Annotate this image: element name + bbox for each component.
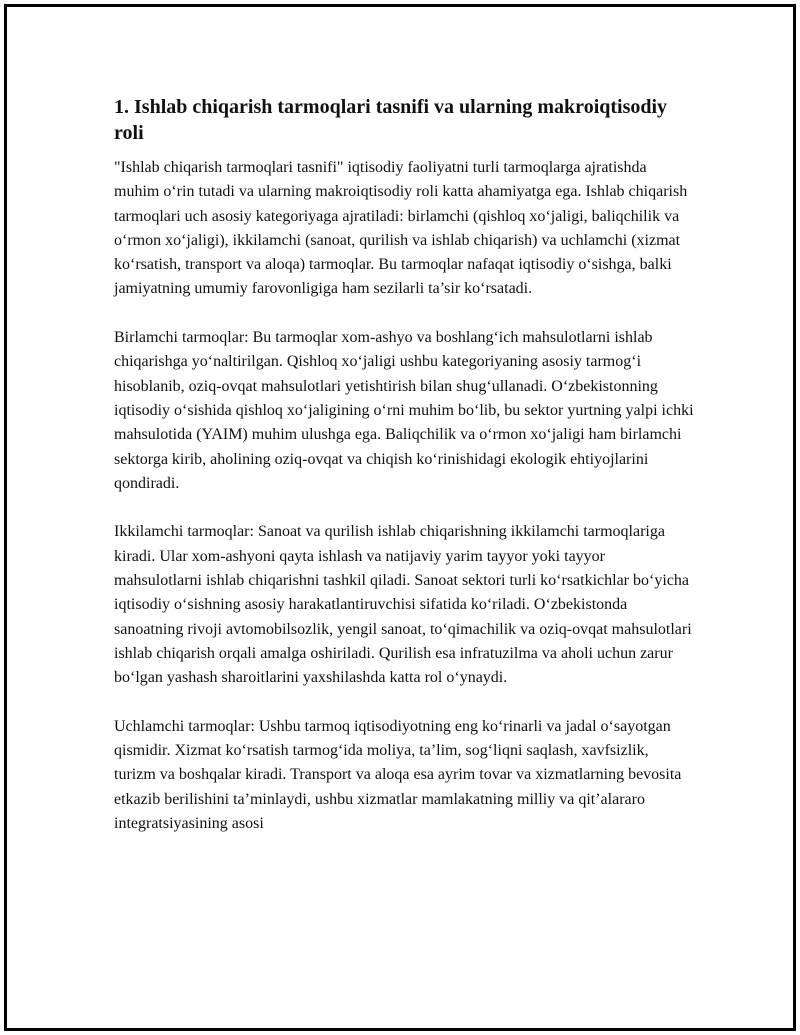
paragraph-intro: "Ishlab chiqarish tarmoqlari tasnifi" iqtisodiy faoliyatni turli tarmoqlarga ajratishda muhim o‘rin tutadi va ularning makroiqtisodiy roli katta ahamiyatga ega. Ishlab chiqarish tarmoqlari uch asosiy kategoriyaga ajratiladi: birlamchi (qishloq xo‘jaligi, baliqchilik va o‘rmon xo‘jaligi), ikkilamchi (sanoat, qurilish va ishlab chiqarish) va uchlamchi (xizmat ko‘rsatish, transport va aloqa) tarmoqlar. Bu tarmoqlar nafaqat iqtisodiy o‘sishga, balki jamiyatning umumiy farovonligiga ham sezilarli ta’sir ko‘rsatadi.	[114, 159, 688, 298]
document-body	[114, 94, 694, 861]
paragraph-tertiary-sectors: Uchlamchi tarmoqlar: Ushbu tarmoq iqtisodiyotning eng ko‘rinarli va jadal o‘sayotgan qismidir. Xizmat ko‘rsatish tarmog‘ida moliya, ta’lim, sog‘liqni saqlash, xavfsizlik, turizm va boshqalar kiradi. Transport va aloqa esa ayrim tovar va xizmatlarning bevosita etkazib berilishini ta’minlaydi, ushbu xizmatlar mamlakatning milliy va qit’alararo integratsiyasining asosi	[114, 717, 682, 833]
paragraph-secondary-sectors: Ikkilamchi tarmoqlar: Sanoat va qurilish ishlab chiqarishning ikkilamchi tarmoqlariga kiradi. Ular xom-ashyoni qayta ishlash va natijaviy yarim tayyor yoki tayyor mahsulotlarni ishlab chiqarishni tashkil qiladi. Sanoat sektori turli ko‘rsatkichlar bo‘yicha iqtisodiy o‘sishning asosiy harakatlantiruvchisi sifatida ko‘riladi. O‘zbekistonda sanoatning rivoji avtomobilsozlik, yengil sanoat, to‘qimachilik va oziq-ovqat mahsulotlari ishlab chiqarish orqali amalga oshiriladi. Qurilish esa infratuzilma va aholi uchun zarur bo‘lgan yashash sharoitlarini yaxshilashda katta rol o‘ynaydi.	[114, 523, 692, 687]
section-title: 1. Ishlab chiqarish tarmoqlari tasnifi va ularning makroiqtisodiy roli	[114, 96, 668, 144]
paragraph-primary-sectors: Birlamchi tarmoqlar: Bu tarmoqlar xom-ashyo va boshlang‘ich mahsulotlarni ishlab chiqarishga yo‘naltirilgan. Qishloq xo‘jaligi ushbu kategoriyaning asosiy tarmog‘i hisoblanib, oziq-ovqat mahsulotlari yetishtirish bilan shug‘ullanadi. O‘zbekistonning iqtisodiy o‘sishida qishloq xo‘jaligining o‘rni muhim bo‘lib, bu sektor yurtning yalpi ichki mahsulotida (YAIM) muhim ulushga ega. Baliqchilik va o‘rmon xo‘jaligi ham birlamchi sektorga kirib, aholining oziq-ovqat va chiqish ko‘rinishidagi ekologik ehtiyojlarini qondiradi.	[114, 329, 694, 492]
